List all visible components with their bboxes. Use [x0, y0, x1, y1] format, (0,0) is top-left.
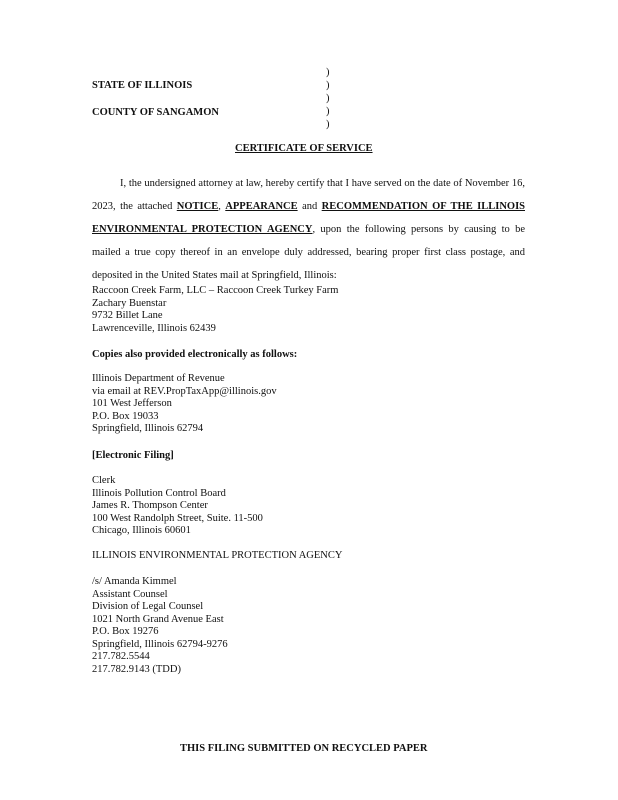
caption-paren: ) [326, 67, 330, 78]
separator-text: , [218, 201, 226, 212]
separator-text: and [297, 201, 322, 212]
caption-paren: ) [326, 106, 330, 117]
address-line: Chicago, Illinois 60601 [92, 525, 191, 536]
recommendation-text: RECOMMENDATION OF THE ILLINOIS ENVIRONMENTAL PROTECTION AGENCY [92, 201, 525, 235]
page-title: CERTIFICATE OF SERVICE [235, 143, 373, 154]
signature-line: P.O. Box 19276 [92, 626, 159, 637]
caption-state: STATE OF ILLINOIS [92, 80, 193, 91]
address-line: 100 West Randolph Street, Suite. 11-500 [92, 512, 263, 524]
paragraph-text: I, the undersigned attorney at law, hereby certify that I have served on the date of November 16, 2023, the attached [92, 178, 525, 212]
caption-paren: ) [326, 80, 330, 91]
signature-line: Assistant Counsel [92, 588, 168, 600]
address-line: Illinois Department of Revenue [92, 373, 225, 384]
caption-paren: ) [326, 93, 330, 104]
signature-block [92, 576, 228, 676]
address-line: 101 West Jefferson [92, 398, 172, 409]
address-line: Zachary Buenstar [92, 297, 167, 309]
paragraph-text: , upon the following persons by causing to be mailed a true copy thereof in an envelope duly addressed, bearing proper first class postage, and deposited in the United States mail at Springfield, Illinois: [92, 224, 525, 281]
address-line: via email at REV.PropTaxApp@illinois.gov [92, 385, 277, 397]
caption-paren: ) [326, 119, 330, 130]
certificate-paragraph [92, 172, 525, 287]
caption-county: COUNTY OF SANGAMON [92, 107, 219, 118]
address-line: 9732 Billet Lane [92, 310, 163, 321]
recipient-address [92, 285, 338, 335]
signature-line: /s/ Amanda Kimmel [92, 576, 177, 587]
footer-note: THIS FILING SUBMITTED ON RECYCLED PAPER [180, 743, 428, 754]
signature-line: Division of Legal Counsel [92, 601, 204, 612]
copies-heading: Copies also provided electronically as follows: [92, 349, 298, 360]
address-line: Raccoon Creek Farm, LLC – Raccoon Creek Turkey Farm [92, 285, 339, 296]
signature-line: 1021 North Grand Avenue East [92, 613, 224, 625]
agency-name: ILLINOIS ENVIRONMENTAL PROTECTION AGENCY [92, 550, 343, 561]
address-line: P.O. Box 19033 [92, 410, 159, 422]
signature-line: 217.782.9143 (TDD) [92, 663, 181, 675]
appearance-text: APPEARANCE [225, 201, 298, 212]
address-line: Springfield, Illinois 62794 [92, 423, 204, 434]
notice-link-text: NOTICE [176, 201, 219, 212]
signature-line: 217.782.5544 [92, 651, 150, 662]
address-line: Lawrenceville, Illinois 62439 [92, 322, 216, 334]
clerk-address [92, 475, 263, 538]
address-line: Clerk [92, 475, 116, 486]
address-line: James R. Thompson Center [92, 500, 208, 511]
revenue-address [92, 373, 277, 436]
signature-line: Springfield, Illinois 62794-9276 [92, 638, 228, 650]
efiling-label: [Electronic Filing] [92, 450, 174, 461]
address-line: Illinois Pollution Control Board [92, 487, 226, 499]
